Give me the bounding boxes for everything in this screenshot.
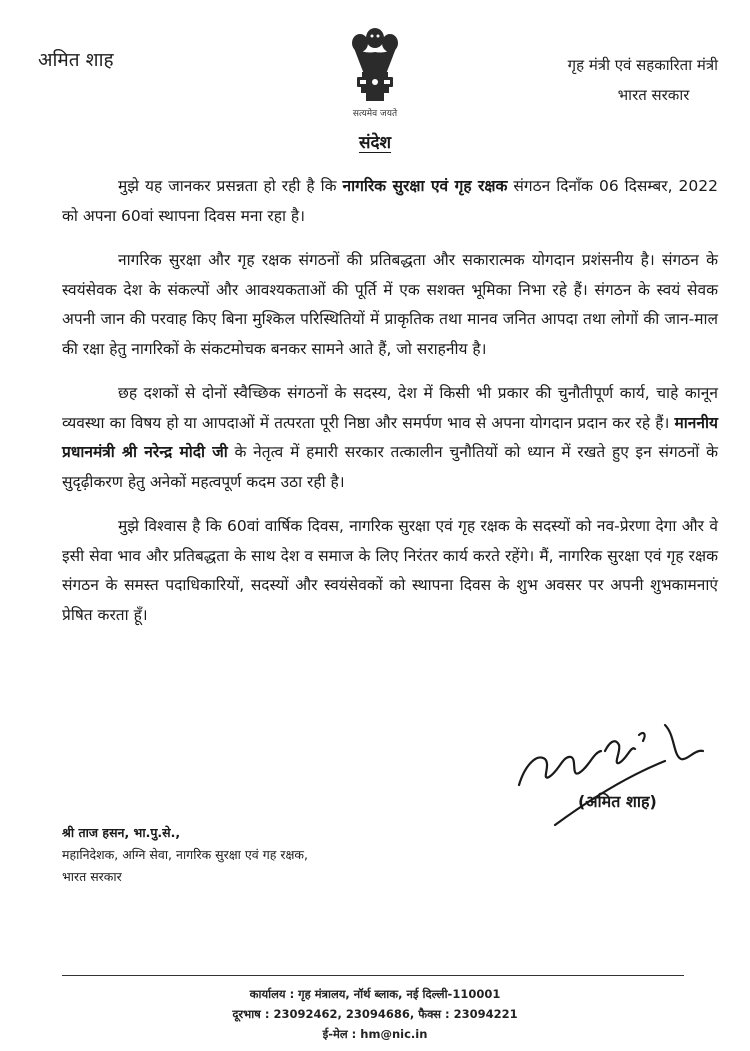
p1-text-b: संगठन दिनाँक 06 दिसम्बर, 2022 को अपना 60वां स्थापना दिवस मना रहा है। (62, 177, 718, 225)
handwritten-signature (515, 715, 715, 835)
designation-line1: गृह मंत्री एवं सहकारिता मंत्री (567, 56, 718, 74)
letter-title (0, 130, 750, 153)
title-text: संदेश (358, 133, 392, 153)
emblem-motto: सत्यमेव जयते (352, 109, 398, 119)
footer-office: कार्यालय : गृह मंत्रालय, नॉर्थ ब्लाक, नई दिल्ली-110001 (249, 987, 501, 1001)
p1-text-a: मुझे यह जानकर प्रसन्नता हो रही है कि (118, 177, 343, 195)
footer-contact (0, 984, 750, 1044)
p3-text-b: के नेतृत्व में हमारी सरकार तत्कालीन चुनौतियों को ध्यान में रखते हुए इन संगठनों के सुदृढ़ीकरण हेतु अनेकों महत्वपूर्ण कदम उठा रही है। (62, 443, 718, 491)
paragraph-4: मुझे विश्वास है कि 60वां वार्षिक दिवस, नागरिक सुरक्षा एवं गृह रक्षक के सदस्यों को नव-प्रेरणा देगा और वे इसी सेवा भाव और प्रतिबद्धता के साथ देश व समाज के लिए निरंतर कार्य करते रहेंगे। मैं, नागरिक सुरक्षा एवं गृह रक्षक संगठन के समस्त पदाधिकारियों, सदस्यों और स्वयंसेवकों को स्थापना दिवस के शुभ अवसर पर अपनी शुभकामनाएं प्रेषित करता हूँ। (62, 517, 718, 624)
p3-bold: माननीय प्रधानमंत्री श्री नरेन्द्र मोदी जी (62, 413, 718, 461)
p3-text-a: छह दशकों से दोनों स्वैच्छिक संगठनों के सदस्य, देश में किसी भी प्रकार की चुनौतीपूर्ण कार्य, चाहे कानून व्यवस्था का विषय हो या आपदाओं में तत्परता पूरी निष्ठा और समर्पण भाव से अपना योगदान प्रदान कर रहे हैं। (62, 384, 718, 432)
recipient-org: भारत सरकार (62, 869, 122, 884)
sender-name: अमित शाह (38, 49, 114, 71)
p1-bold: नागरिक सुरक्षा एवं गृह रक्षक (342, 177, 508, 195)
footer-phone: दूरभाष : 23092462, 23094686, फैक्स : 23094221 (232, 1007, 518, 1021)
footer-divider (62, 975, 684, 976)
recipient-name: श्री ताज हसन, भा.पु.से., (62, 825, 181, 840)
paragraph-1 (62, 172, 718, 231)
designation-line2: भारत सरकार (617, 86, 690, 104)
footer-email: ई-मेल : hm@nic.in (322, 1027, 428, 1041)
paragraph-2: नागरिक सुरक्षा और गृह रक्षक संगठनों की प्रतिबद्धता और सकारात्मक योगदान प्रशंसनीय है। संगठन के स्वयंसेवक देश के संकल्पों और आवश्यकताओं की पूर्ति में एक सशक्त भूमिका निभा रहे हैं। संगठन के स्वयं सेवक अपनी जान की परवाह किए बिना मुश्किल परिस्थितियों में प्राकृतिक तथा मानव जनित आपदा तथा लोगों की जान-माल की रक्षा हेतु नागरिकों के संकटमोचक बनकर सामने आते हैं, जो सराहनीय है। (62, 251, 718, 358)
recipient-address (62, 822, 308, 888)
paragraph-3 (62, 379, 718, 497)
sender-designation (568, 50, 718, 110)
recipient-designation: महानिदेशक, अग्नि सेवा, नागरिक सुरक्षा एवं गह रक्षक, (62, 847, 309, 862)
signed-name: (अमित शाह) (578, 792, 657, 811)
letter-body (62, 172, 718, 645)
